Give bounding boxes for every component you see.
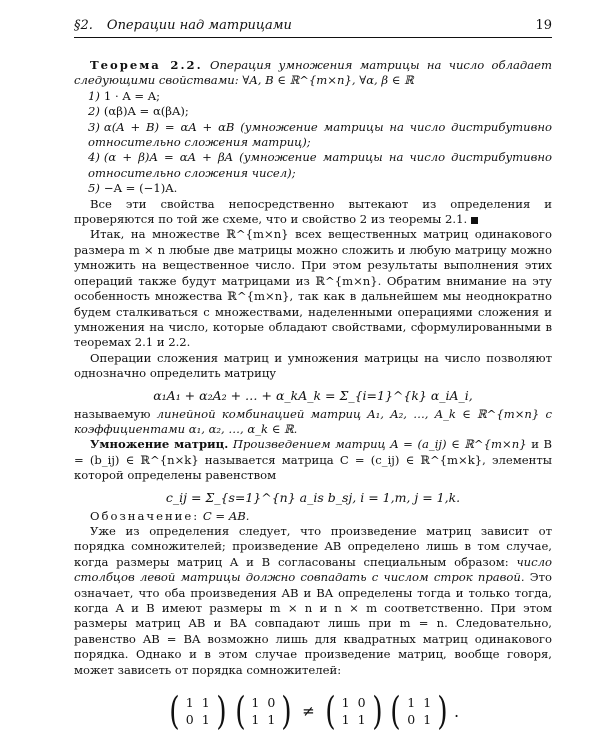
formula-end-period: . xyxy=(454,701,460,721)
right-paren: ) xyxy=(371,689,383,734)
matrix-entry: 1 xyxy=(201,712,210,728)
multiplication-heading: Умножение матриц. xyxy=(90,437,229,452)
order-text-2: Это означает, что оба произведения AB и BA определены тогда и только тогда, когда A и B имеют размеры m × n и n × m соответственно. При этом размеры матриц AB и BA совпадают лишь при m = n. Следовательно, равенство AB = BA возможно лишь для квадратных матриц одинакового порядка. Однако и в этом случае произведение матриц, вообще говоря, может зависеть от порядка сомножителей: xyxy=(74,570,552,677)
linear-space-paragraph: Итак, на множестве ℝ^{m×n} всех вещественных матриц одинакового размера m × n любые две матрицы можно сложить и любую матрицу можно умножить на вещественное число. При этом результаты выполнения этих операций также будут матрицами из ℝ^{m×n}. Обратим внимание на эту особенность множества ℝ^{m×n}, так как в дальнейшем мы неоднократно будем сталкиваться с множествами, наделенными операциями сложения и умножения на число, которые обладают свойствами, сформулированными в теоремах 2.1 и 2.2. xyxy=(74,227,552,350)
matrix-entry: 1 xyxy=(423,695,432,711)
property-number: 3) xyxy=(88,119,100,134)
order-italic: число столбцов левой матрицы должно совпадать с числом строк правой. xyxy=(74,554,552,585)
product-formula: c_ij = Σ_{s=1}^{n} a_is b_sj, i = 1,m, j = 1,k. xyxy=(165,489,461,505)
matrix-entry: 0 xyxy=(407,712,416,728)
section-title: Операции над матрицами xyxy=(106,18,292,33)
left-paren: ( xyxy=(169,689,180,734)
linear-combination-paragraph xyxy=(74,407,552,438)
matrix-entry: 0 xyxy=(185,712,194,728)
matrix-entry: 1 xyxy=(251,712,260,728)
theorem-property xyxy=(74,104,552,119)
lincomb-prefix: называемую xyxy=(74,406,157,421)
property-number: 1) xyxy=(88,88,100,103)
order-paragraph xyxy=(74,524,552,678)
book-page xyxy=(74,18,553,734)
matrix-entry: 0 xyxy=(357,695,366,711)
matrix-entry: 1 xyxy=(267,712,276,728)
noncommutative-example xyxy=(74,689,552,734)
notation-line xyxy=(74,509,552,524)
theorem-statement: Операция умножения матрицы на число обладает следующими свойствами: ∀A, B ∈ ℝ^{m×n}, ∀α, β ∈ ℝ xyxy=(74,58,553,88)
multiplication-definition xyxy=(74,437,552,483)
section-number: §2. xyxy=(74,18,93,33)
matrix-entry: 1 xyxy=(251,695,260,711)
linear-combination-formula: α₁A₁ + α₂A₂ + … + α_kA_k = Σ_{i=1}^{k} α_iA_i, xyxy=(153,387,473,403)
notation-value: C = AB. xyxy=(202,508,250,523)
proof-text: Все эти свойства непосредственно вытекают из определения и проверяются по той же схеме, что и свойство 2 из теоремы 2.1. xyxy=(74,196,552,227)
left-paren: ( xyxy=(234,689,246,734)
lincomb-term: линейной комбинацией матриц A₁, A₂, …, A_k ∈ ℝ^{m×n} с коэффициентами α₁, α₂, …, α_k ∈ ℝ. xyxy=(74,406,552,436)
matrix-entry: 1 xyxy=(407,695,416,711)
matrix-entry: 1 xyxy=(341,695,350,711)
matrix xyxy=(167,689,229,734)
matrix-entry: 1 xyxy=(423,712,432,728)
matrix-entry: 1 xyxy=(357,712,366,728)
multiplication-text: и B = (b_ij) ∈ ℝ^{n×k} называется матрица C = (c_ij) ∈ ℝ^{m×k}, элементы которой определены равенством xyxy=(74,437,553,483)
notation-label: Обозначение: xyxy=(90,508,200,523)
left-paren: ( xyxy=(390,689,401,734)
proof-paragraph xyxy=(74,197,552,228)
matrix-entry: 1 xyxy=(185,695,194,711)
not-equal-sign: ≠ xyxy=(302,702,315,721)
property-text: (αβ)A = α(βA); xyxy=(103,104,189,119)
property-text: 1 · A = A; xyxy=(103,88,161,103)
left-paren: ( xyxy=(324,689,336,734)
matrix-entry: 0 xyxy=(267,695,276,711)
operations-intro-paragraph: Операции сложения матриц и умножения матрицы на число позволяют однозначно определить матрицу xyxy=(74,350,552,381)
order-text-1: Уже из определения следует, что произведение матриц зависит от порядка сомножителей; произведение AB определено лишь в том случае, когда размеры матриц A и B согласованы специальным образом: xyxy=(74,523,552,569)
running-header xyxy=(74,18,552,38)
property-number: 2) xyxy=(88,104,100,119)
matrix xyxy=(233,689,295,734)
page-number: 19 xyxy=(535,18,552,33)
theorem-label: Теорема 2.2. xyxy=(90,58,203,72)
matrix-entry: 1 xyxy=(341,712,350,728)
property-text: −A = (−1)A. xyxy=(103,181,178,196)
matrix xyxy=(323,689,385,734)
theorem-property xyxy=(74,120,552,151)
theorem-property xyxy=(74,150,552,181)
property-text: (α + β)A = αA + βA (умножение матрицы на число дистрибутивно относительно сложения чисел); xyxy=(88,150,552,180)
theorem-property xyxy=(74,181,552,196)
theorem-property xyxy=(74,89,552,104)
end-of-proof-mark xyxy=(471,217,478,224)
property-number: 4) xyxy=(88,150,100,165)
multiplication-lead: Произведением матриц A = (a_ij) ∈ ℝ^{m×n} xyxy=(232,437,527,452)
right-paren: ) xyxy=(281,689,292,734)
right-paren: ) xyxy=(215,689,227,734)
property-text: α(A + B) = αA + αB (умножение матрицы на число дистрибутивно относительно сложения матриц); xyxy=(88,119,552,150)
right-paren: ) xyxy=(437,689,448,734)
matrix xyxy=(388,689,450,734)
property-number: 5) xyxy=(88,181,100,196)
theorem-heading xyxy=(74,58,552,89)
matrix-entry: 1 xyxy=(201,695,210,711)
